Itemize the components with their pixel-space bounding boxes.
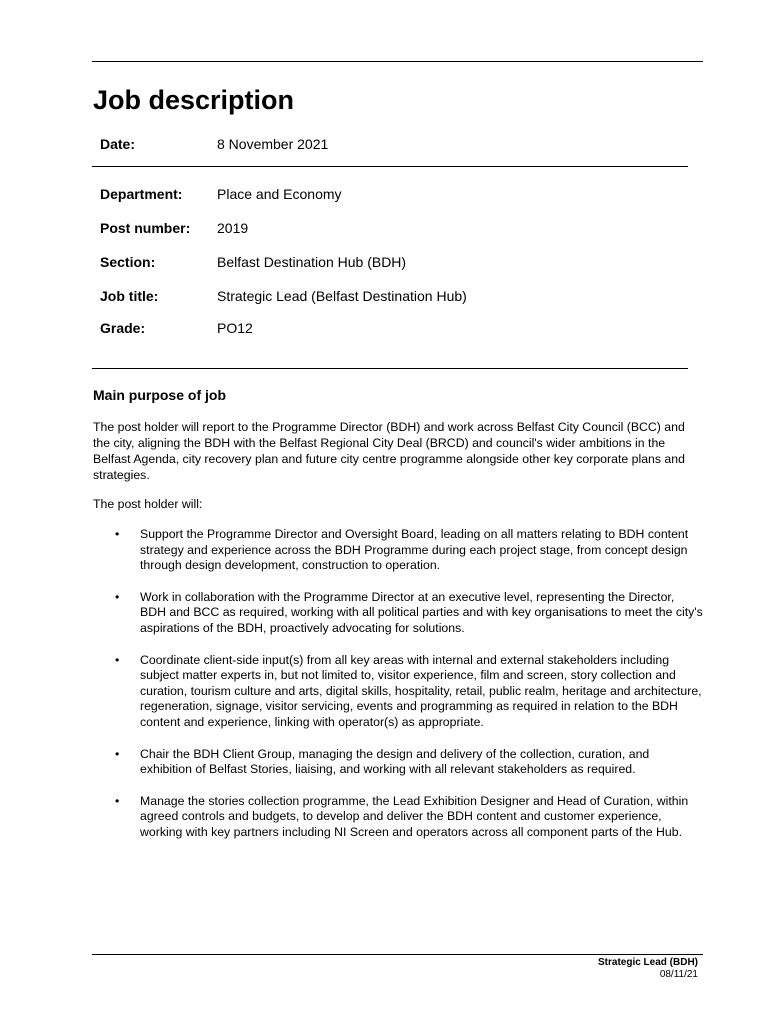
main-purpose-heading: Main purpose of job: [93, 387, 226, 403]
header-rule: [92, 61, 703, 62]
list-item-text: Chair the BDH Client Group, managing the design and delivery of the collection, curation, and exhibition of Belfast Stories, liaising, and working with all relevant stakeholders as required.: [140, 746, 650, 777]
job-title-value: Strategic Lead (Belfast Destination Hub): [217, 288, 467, 304]
list-item-text: Work in collaboration with the Programme Director at an executive level, representing the Director, BDH and BCC as required, working with all political parties and with key organisations to meet the city's aspirations of the BDH, proactively advocating for solutions.: [140, 589, 703, 635]
grade-value: PO12: [217, 320, 253, 336]
date-value: 8 November 2021: [217, 136, 329, 152]
department-label: Department:: [100, 186, 183, 202]
list-item: [93, 653, 703, 731]
list-item: [93, 527, 703, 574]
bullet-icon: •: [115, 589, 120, 604]
post-number-value: 2019: [217, 220, 249, 236]
grade-label: Grade:: [100, 320, 146, 336]
divider-rule: [92, 166, 688, 167]
section-label: Section:: [100, 254, 156, 270]
footer-rule: [92, 954, 703, 955]
document-title: Job description: [93, 85, 295, 115]
bullet-icon: •: [115, 652, 120, 667]
list-item: [93, 590, 703, 637]
post-holder-lead-in: The post holder will:: [93, 497, 203, 511]
bullet-icon: •: [115, 527, 120, 541]
date-label: Date:: [100, 136, 136, 152]
list-item-text: Manage the stories collection programme, the Lead Exhibition Designer and Head of Curation, within agreed controls and budgets, to develop and deliver the BDH content and customer experience, working with key partners including NI Screen and operators across all component parts of the Hub.: [140, 793, 689, 839]
post-number-label: Post number:: [100, 220, 191, 236]
list-item-text: Coordinate client-side input(s) from all key areas with internal and external stakeholders including subject matter experts in, but not limited to, visitor experience, film and screen, story collection and curation, tourism culture and arts, digital skills, hospitality, retail, public realm, heritage and architecture, regeneration, signage, visitor servicing, events and programming as required in relation to the BDH content and experience, linking with operator(s) as appropriate.: [140, 652, 702, 729]
list-item-text: Support the Programme Director and Oversight Board, leading on all matters relating to BDH content strategy and experience across the BDH Programme during each project stage, from concept design through design development, construction to operation.: [140, 527, 689, 573]
bullet-icon: •: [115, 746, 120, 761]
section-value: Belfast Destination Hub (BDH): [217, 254, 407, 270]
list-item: [93, 747, 703, 778]
bullet-icon: •: [115, 793, 120, 808]
job-title-label: Job title:: [100, 288, 159, 304]
main-purpose-intro: The post holder will report to the Programme Director (BDH) and work across Belfast City Council (BCC) and the city, aligning the BDH with the Belfast Regional City Deal (BRCD) and council's wider ambitions in the Belfast Agenda, city recovery plan and future city centre programme alongside other key corporate plans and strategies.: [93, 420, 685, 482]
responsibilities-list: [93, 527, 703, 857]
footer-date: 08/11/21: [659, 969, 698, 980]
divider-rule: [92, 368, 688, 369]
footer-title: Strategic Lead (BDH): [597, 957, 698, 968]
department-value: Place and Economy: [217, 186, 342, 202]
list-item: [93, 794, 703, 841]
